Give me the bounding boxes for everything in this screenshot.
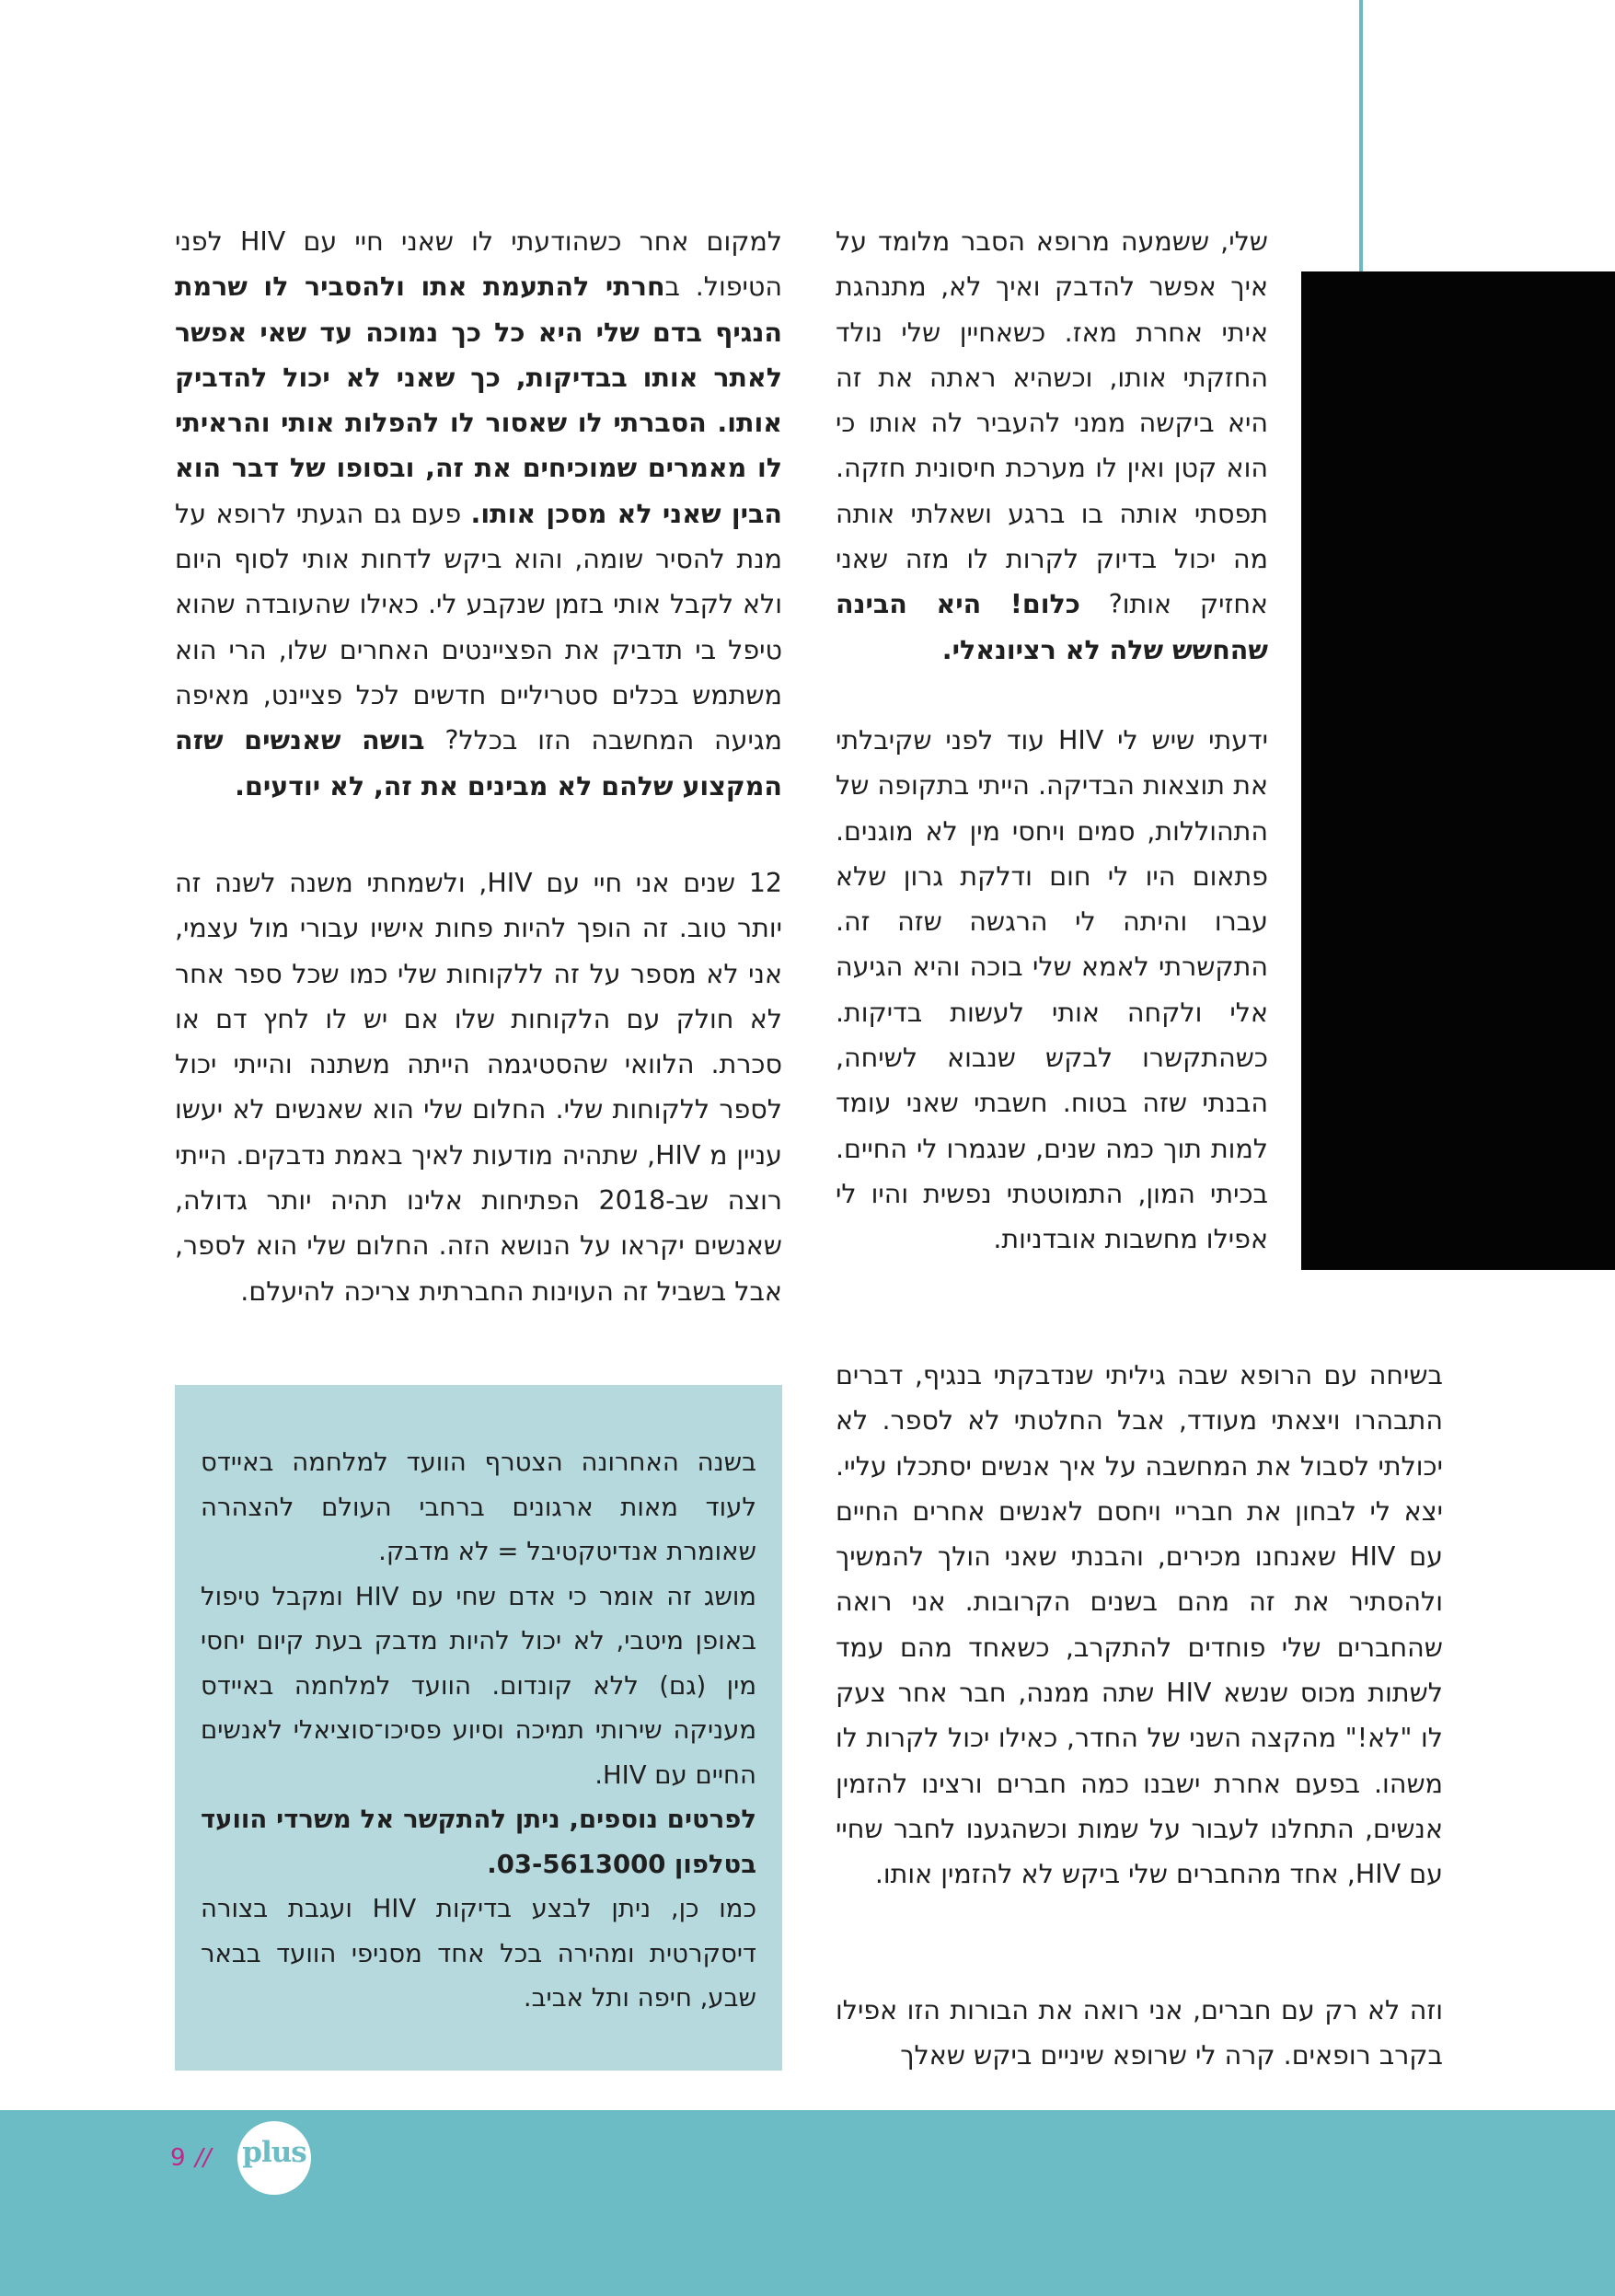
contact-bold-text: לפרטים נוספים, ניתן להתקשר אל משרדי הוועד בטלפון 03-5613000. bbox=[201, 1805, 756, 1879]
info-box-paragraph: כמו כן, ניתן לבצע בדיקות HIV ועגבת בצורה דיסקרטית ומהירה בכל אחד מסניפי הוועד בבאר שבע, חיפה ותל אביב. bbox=[201, 1894, 756, 2013]
info-box-contact bbox=[201, 1797, 756, 1886]
info-box-paragraph: בשנה האחרונה הצטרף הוועד למלחמה באיידס לעוד מאות ארגונים ברחבי העולם להצהרה שאומרת אנדיטקטיבל = לא מדבק. bbox=[201, 1448, 756, 1566]
info-box-paragraph: מושג זה אומר כי אדם שחי עם HIV ומקבל טיפול באופן מיטבי, לא יכול להיות מדבק בעת קיום יחסי מין (גם) ללא קונדום. הוועד למלחמה באיידס מעניקה שירותי תמיכה וסיוע פסיכו־סוציאלי לאנשים החיים עם HIV. bbox=[201, 1581, 756, 1790]
left-column-paragraph-1 bbox=[175, 219, 782, 809]
right-column-paragraph-2: ידעתי שיש לי HIV עוד לפני שקיבלתי את תוצאות הבדיקה. הייתי בתקופה של התהוללות, סמים ויחסי מין לא מוגנים. פתאום היו לי חום ודלקת גרון שלא עברו והיתה לי הרגשה שזה זה. התקשרתי לאמא שלי בוכה והיא הגיעה אלי ולקחה אותי לעשות בדיקות. כשהתקשרו לבקש שנבוא לשיחה, הבנתי שזה בטוח. חשבתי שאני עומד למות תוך כמה שנים, שנגמרו לי החיים. בכיתי המון, התמוטטתי נפשית והיו לי אפילו מחשבות אובדניות. bbox=[836, 725, 1268, 1255]
paragraph-text: פעם גם הגעתי לרופא על מנת להסיר שומה, והוא ביקש לדחות אותי לסוף היום ולא לקבל אותי בזמן שנקבע לי. כאילו שהעובדה שהוא טיפל בי תדביק את הפציינטים האחרים שלו, הרי הוא משתמש בכלים סטריליים חדשים לכל פציינט, מאיפה מגיעה המחשבה הזו בכלל? bbox=[175, 498, 782, 756]
page-number: 9 bbox=[170, 2144, 186, 2172]
paragraph-bold-text: חרתי להתעמת אתו ולהסביר לו שרמת הנגיף בדם שלי היא כל כך נמוכה עד שאי אפשר לאתר אותו בבדיקות, כך שאני לא יכול להדביק אותו. הסברתי לו שאסור לו להפלות אותי והראיתי לו מאמרים שמוכיחים את זה, ובסופו של דבר הוא הבין שאני לא מסכן אותו. bbox=[175, 271, 782, 529]
paragraph-bold-text: בושה שאנשים שזה המקצוע שלהם לא מבינים את זה, לא יודעים. bbox=[175, 725, 782, 802]
right-column-paragraph-1 bbox=[836, 219, 1268, 673]
right-column-paragraph-4: וזה לא רק עם חברים, אני רואה את הבורות הזו אפילו בקרב רופאים. קרה לי שרופא שיניים ביקש שאלך bbox=[836, 1995, 1443, 2071]
info-box-text bbox=[201, 1440, 756, 2021]
paragraph-text: למקום אחר כשהודעתי לו שאני חיי עם HIV לפני הטיפול. ב bbox=[175, 226, 783, 303]
page-number-separator: // bbox=[195, 2144, 212, 2172]
paragraph-bold-text: כלום! היא הבינה שהחשש שלה לא רציונאלי. bbox=[836, 589, 1268, 665]
decorative-black-block bbox=[1301, 271, 1615, 1270]
info-box bbox=[175, 1385, 782, 2071]
plus-logo bbox=[237, 2121, 311, 2195]
paragraph-text: שלי, ששמעה מרופא הסבר מלומד על איך אפשר להדבק ואיך לא, מתנהגת איתי אחרת מאז. כשאחיין שלי נולד החזקתי אותו, וכשהיא ראתה את זה היא ביקשה ממני להעביר לה אותו כי הוא קטן ואין לו מערכת חיסונית חזקה. תפסתי אותה בו ברגע ושאלתי אותה מה יכול בדיוק לקרות לו מזה שאני אחזיק אותו? bbox=[836, 226, 1268, 620]
right-column-paragraph-3: בשיחה עם הרופא שבה גיליתי שנדבקתי בנגיף, דברים התבהרו ויצאתי מעודד, אבל החלטתי לא לספר. לא יכולתי לסבול את המחשבה על איך אנשים יסתכלו עליי. יצא לי לבחון את חבריי ויחסם לאנשים אחרים החיים עם HIV שאנחנו מכירים, והבנתי שאני הולך להמשיך ולהסתיר את זה מהם בשנים הקרובות. אני רואה שהחברים שלי פוחדים להתקרב, כשאחד מהם עמד לשתות מכוס שנשא HIV שתה ממנה, חבר אחר צעק לו "לא!" מהקצה השני של החדר, כאילו יכול לקרות לו משהו. בפעם אחרת ישבנו כמה חברים ורצינו להזמין אנשים, התחלנו לעבור על שמות וכשהגענו לחבר שחיי עם HIV, אחד מהחברים שלי ביקש לא להזמין אותו. bbox=[836, 1360, 1443, 1890]
left-column-paragraph-2: 12 שנים אני חיי עם HIV, ולשמחתי משנה לשנה זה יותר טוב. זה הופך להיות פחות אישיו עבורי מול עצמי, אני לא מספר על זה ללקוחות שלי כמו שכל ספר אחר לא חולק עם הלקוחות שלו אם יש לו לחץ דם או סכרת. הלוואי שהסטיגמה הייתה משתנה והייתי יכול לספר ללקוחות שלי. החלום שלי הוא שאנשים לא יעשו עניין מ HIV, שתהיה מודעות לאיך באמת נדבקים. הייתי רוצה שב-2018 הפתיחות אלינו תהיה יותר גדולה, שאנשים יקראו על הנושא הזה. החלום שלי הוא לספר, אבל בשביל זה העוינות החברתית צריכה להיעלם. bbox=[175, 868, 782, 1307]
logo-text: plus bbox=[242, 2136, 306, 2169]
